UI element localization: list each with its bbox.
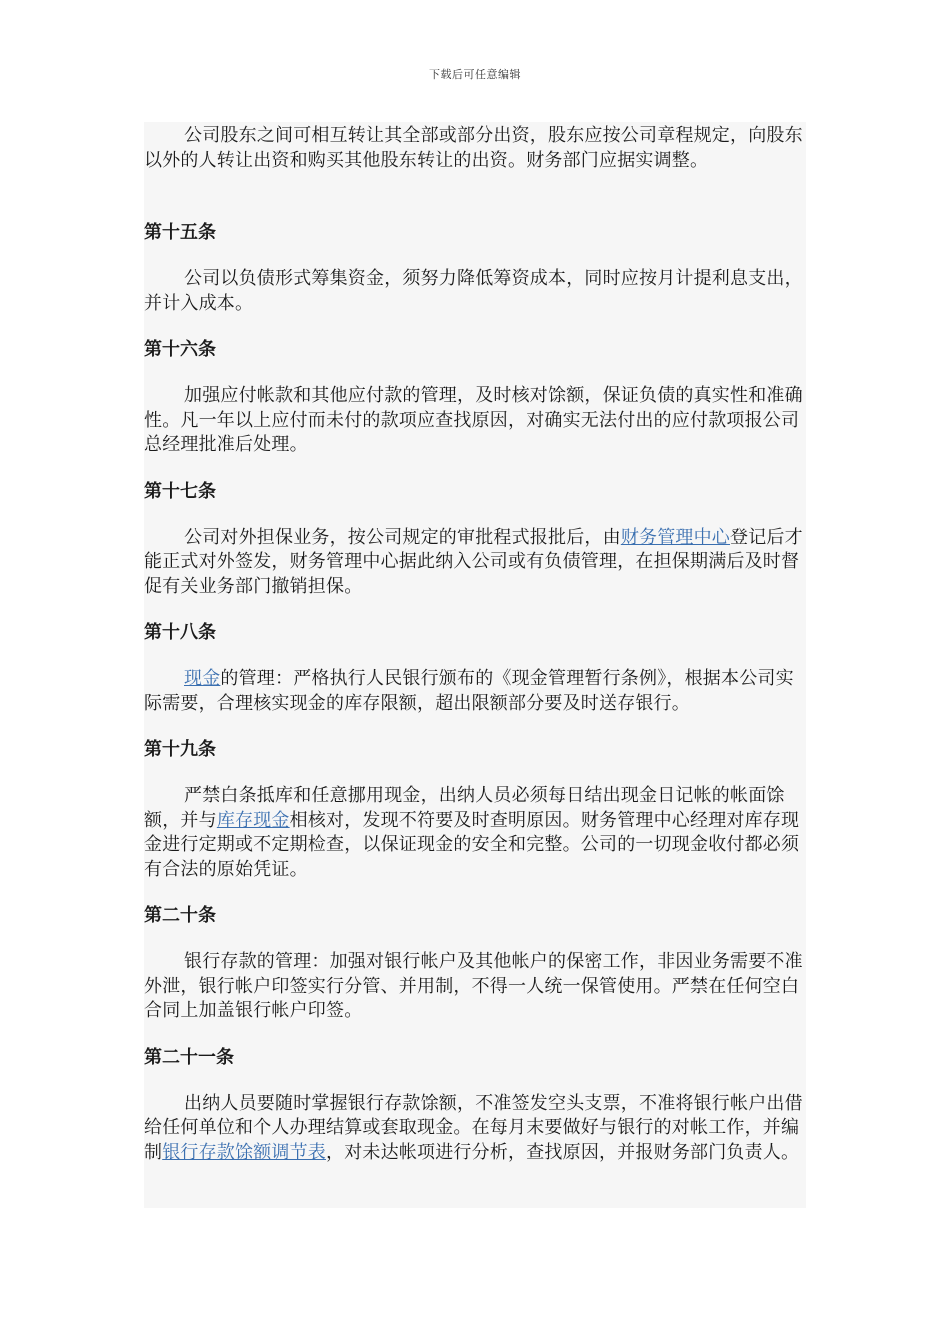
document-body <box>144 122 806 1208</box>
article-18-title: 第十八条 <box>144 622 216 643</box>
article-15-title: 第十五条 <box>144 222 216 243</box>
article-20-title: 第二十条 <box>144 905 216 926</box>
finance-center-link[interactable]: 财务管理中心 <box>620 526 731 548</box>
article-16-text: 加强应付帐款和其他应付款的管理，及时核对馀额，保证负债的真实性和准确性。凡一年以上应付而未付的款项应查找原因，对确实无法付出的应付款项报公司总经理批准后处理。 <box>144 385 803 455</box>
article-17-text-before: 公司对外担保业务，按公司规定的审批程式报批后，由 <box>184 526 621 548</box>
article-19-text-after: 相核对，发现不符要及时查明原因。财务管理中心经理对库存现金进行定期或不定期检查，以保证现金的安全和完整。公司的一切现金收付都必须有合法的原始凭证。 <box>144 809 800 880</box>
article-17-title: 第十七条 <box>144 480 216 502</box>
article-17-text <box>144 526 806 600</box>
article-21-text-before: 出纳人员要随时掌握银行存款馀额，不准签发空头支票，不准将银行帐户出借给任何单位和个人办理结算或套取现金。在每月末要做好与银行的对帐工作，并编制 <box>144 1092 803 1163</box>
cash-on-hand-link[interactable]: 库存现金 <box>216 809 290 831</box>
article-21-text <box>144 1092 806 1166</box>
article-20-text: 银行存款的管理：加强对银行帐户及其他帐户的保密工作，非因业务需要不准外泄，银行帐户印签实行分管、并用制，不得一人统一保管使用。严禁在任何空白合同上加盖银行帐户印签。 <box>144 951 803 1021</box>
article-16-title: 第十六条 <box>144 339 216 360</box>
article-17-text-after: 登记后才能正式对外签发，财务管理中心据此纳入公司或有负债管理，在担保期满后及时督促有关业务部门撤销担保。 <box>144 526 803 597</box>
article-21-title: 第二十一条 <box>144 1046 234 1068</box>
cash-link[interactable]: 现金 <box>184 668 221 689</box>
article-18-text-after: 的管理：严格执行人民银行颁布的《现金管理暂行条例》，根据本公司实际需要，合理核实现金的库存限额，超出限额部分要及时送存银行。 <box>144 668 794 714</box>
article-19-title: 第十九条 <box>144 739 216 760</box>
article-21-text-after: ，对未达帐项进行分析，查找原因，并报财务部门负责人。 <box>326 1141 800 1163</box>
reconciliation-table-link[interactable]: 银行存款馀额调节表 <box>162 1141 327 1163</box>
page-header: 下载后可任意编辑 <box>429 68 521 81</box>
article-18-text <box>144 667 806 716</box>
article-19-text-before: 严禁白条抵库和任意挪用现金，出纳人员必须每日结出现金日记帐的帐面馀额，并与 <box>144 785 785 831</box>
article-19-text <box>144 784 806 882</box>
article-15-text: 公司以负债形式筹集资金，须努力降低筹资成本，同时应按月计提利息支出，并计入成本。 <box>144 268 803 314</box>
intro-paragraph: 公司股东之间可相互转让其全部或部分出资，股东应按公司章程规定，向股东以外的人转让出资和购买其他股东转让的出资。财务部门应据实调整。 <box>144 125 803 171</box>
